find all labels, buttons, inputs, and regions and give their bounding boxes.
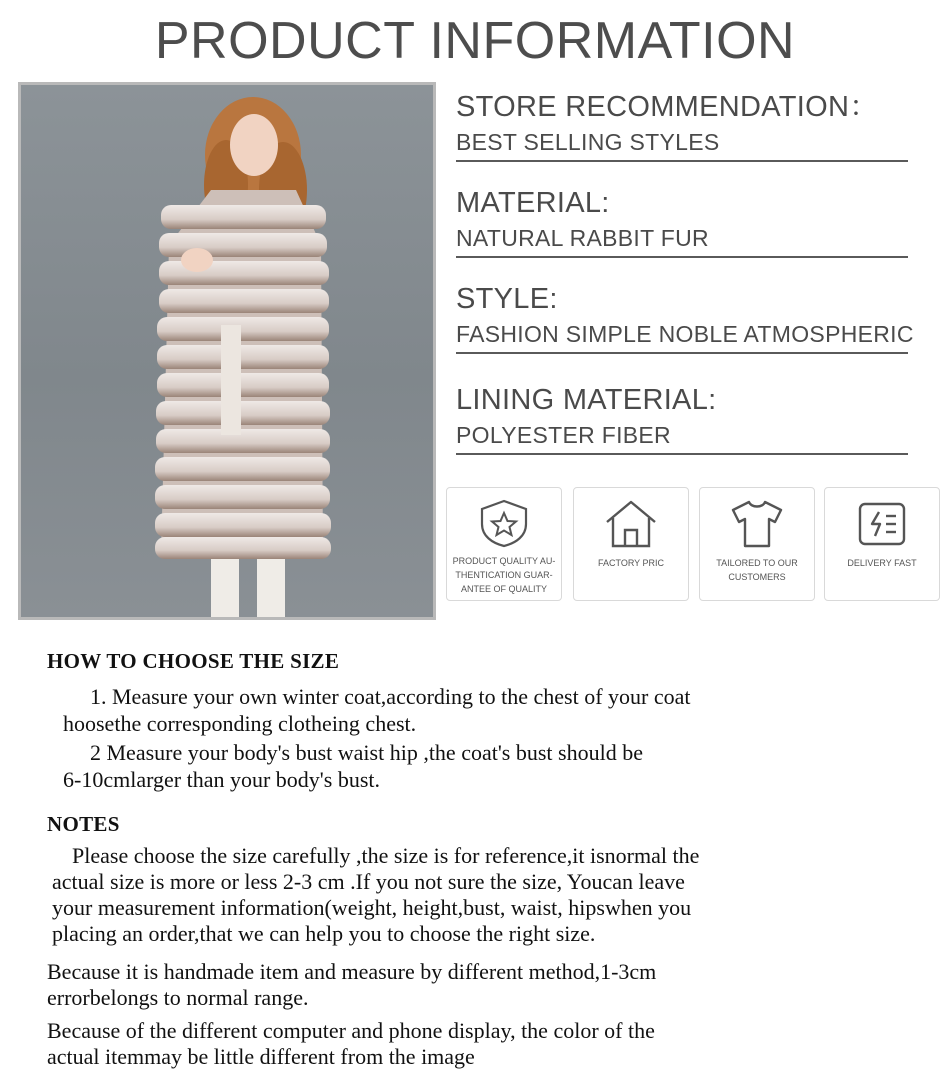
- badge-text-line: THENTICATION GUAR-: [455, 570, 553, 580]
- spec-style: [456, 282, 914, 354]
- badge-factory: [573, 487, 689, 601]
- size-guide-heading: HOW TO CHOOSE THE SIZE: [47, 649, 340, 673]
- badge-quality: [446, 487, 562, 601]
- spec-value: NATURAL RABBIT FUR: [456, 225, 709, 251]
- house-icon: [601, 498, 661, 550]
- spec-lining-material: [456, 383, 908, 455]
- size-guide-line: hoosethe corresponding clotheing chest.: [63, 711, 417, 736]
- notes-line: your measurement information(weight, height,bust, waist, hipswhen you: [52, 895, 692, 920]
- spec-material: [456, 186, 908, 258]
- shield-star-icon: [477, 498, 531, 548]
- size-guide-line: 1. Measure your own winter coat,according to the chest of your coat: [90, 684, 691, 709]
- divider: [456, 256, 908, 258]
- notes-line: Because it is handmade item and measure by different method,1-3cm: [47, 959, 657, 984]
- notes-line: actual itemmay be little different from the image: [47, 1044, 475, 1069]
- spec-store-recommendation: [456, 90, 908, 162]
- badge-text-line: TAILORED TO OUR: [716, 558, 798, 568]
- badge-text-line: PRODUCT QUALITY AU-: [452, 556, 556, 566]
- size-guide-line: 2 Measure your body's bust waist hip ,the coat's bust should be: [90, 740, 643, 765]
- fast-delivery-icon: [852, 498, 912, 550]
- spec-value: BEST SELLING STYLES: [456, 129, 720, 155]
- divider: [456, 352, 908, 354]
- badge-text-line: ANTEE OF QUALITY: [460, 584, 547, 594]
- notes-line: Please choose the size carefully ,the size is for reference,it isnormal the: [72, 843, 700, 868]
- spec-label: STYLE:: [456, 283, 558, 315]
- notes-line: errorbelongs to normal range.: [47, 985, 309, 1010]
- spec-value: FASHION SIMPLE NOBLE ATMOSPHERIC: [456, 321, 914, 347]
- badge-text-line: CUSTOMERS: [728, 572, 786, 582]
- notes-line: placing an order,that we can help you to choose the right size.: [52, 921, 596, 946]
- divider: [456, 160, 908, 162]
- product-photo: [18, 82, 436, 620]
- notes-line: Because of the different computer and phone display, the color of the: [47, 1018, 655, 1043]
- badge-text-line: FACTORY PRIC: [597, 558, 665, 568]
- notes-heading: NOTES: [47, 812, 120, 836]
- spec-label: STORE RECOMMENDATION：: [456, 91, 879, 123]
- page-title: PRODUCT INFORMATION: [154, 12, 796, 70]
- size-guide-line: 6-10cmlarger than your body's bust.: [63, 767, 381, 792]
- spec-label: MATERIAL:: [456, 187, 610, 219]
- tshirt-icon: [727, 498, 787, 550]
- spec-label: LINING MATERIAL:: [456, 384, 717, 416]
- notes-line: actual size is more or less 2-3 cm .If you not sure the size, Youcan leave: [52, 869, 685, 894]
- badge-text-line: DELIVERY FAST: [847, 558, 917, 568]
- divider: [456, 453, 908, 455]
- badge-delivery: [824, 487, 940, 601]
- badge-tailored: [699, 487, 815, 601]
- spec-value: POLYESTER FIBER: [456, 422, 671, 448]
